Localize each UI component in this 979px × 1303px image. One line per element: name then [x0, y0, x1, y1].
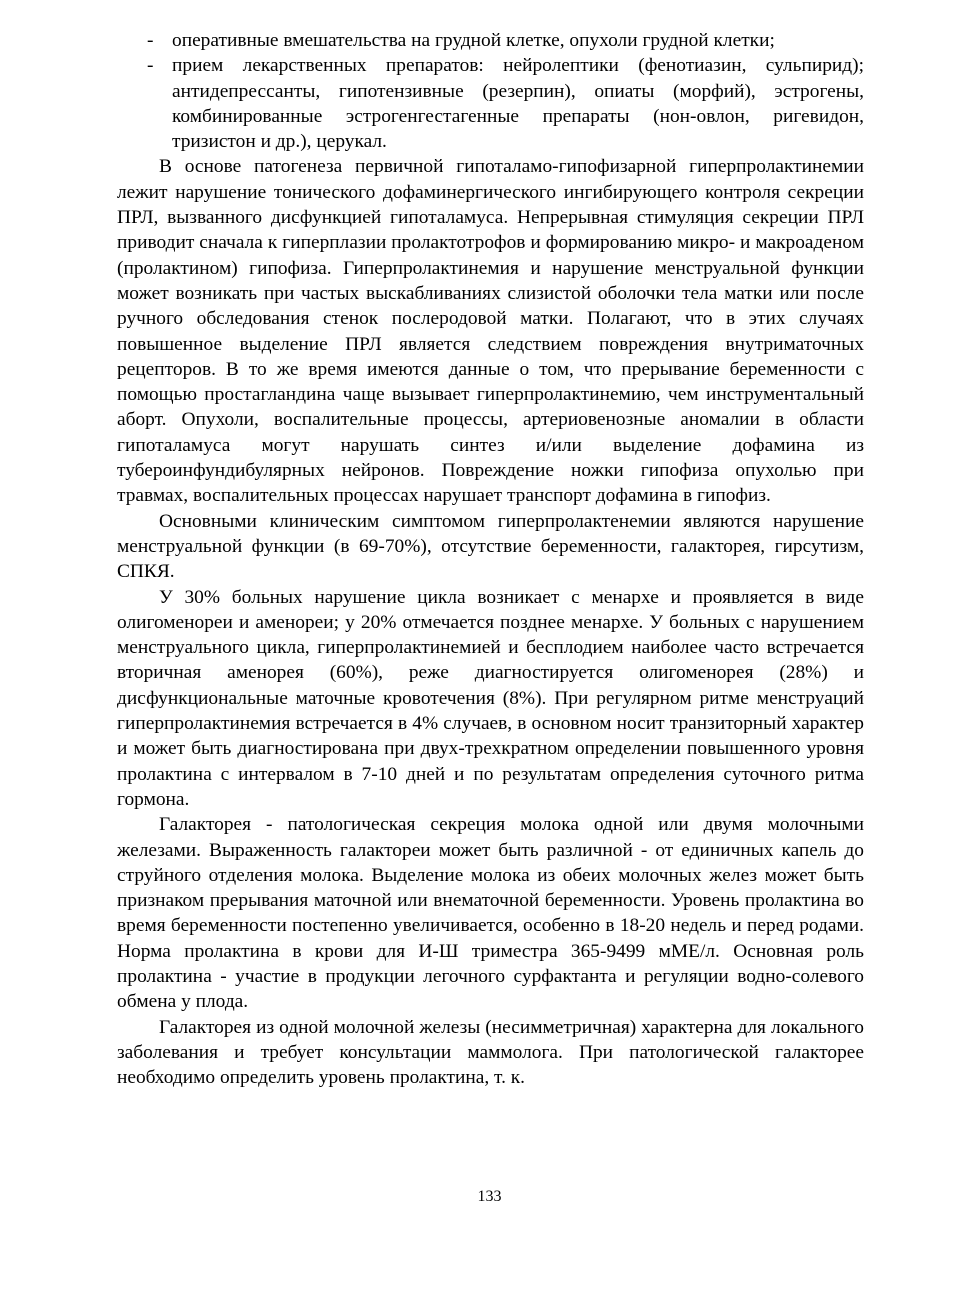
paragraph-galactorrhea: Галакторея - патологическая секреция молока одной или двумя молочными железами. Выраженность галактореи может быть различной - от единичных капель до струйного отделения молока. Выделение молока из обеих молочных желез может быть признаком прерывания маточной или внематочной беременности. Уровень пролактина во время беременности постепенно увеличивается, особенно в 18-20 недель и перед родами. Норма пролактина в крови для И-Ш триместра 365-9499 мМЕ/л. Основная роль пролактина - участие в продукции легочного сурфактанта и регуляции водно-солевого обмена у плода.: [117, 814, 864, 1013]
bullet-list: [117, 28, 864, 154]
bullet-item: [117, 28, 864, 53]
paragraph-cycle-disorders: У 30% больных нарушение цикла возникает с менархе и проявляется в виде олигоменореи и аменореи; у 20% отмечается позднее менархе. У больных с нарушением менструального цикла, гиперпролактинемией и бесплодием наиболее часто встречается вторичная аменорея (60%), реже диагностируется олигоменорея (28%) и дисфункциональные маточные кровотечения (8%). При регулярном ритме менструаций гиперпролактинемия встречается в 4% случаев, в основном носит транзиторный характер и может быть диагностирована при двух-трехкратном определении повышенного уровня пролактина с интервалом в 7-10 дней и по результатам определения суточного ритма гормона.: [117, 586, 864, 810]
bullet-dash: -: [147, 55, 154, 77]
bullet-dash: -: [147, 30, 154, 51]
bullet-text: оперативные вмешательства на грудной клетке, опухоли грудной клетки;: [172, 30, 775, 51]
bullet-item: [117, 53, 864, 154]
document-page: [117, 28, 864, 1090]
paragraph-unilateral-galactorrhea: Галакторея из одной молочной железы (несимметричная) характерна для локального заболевания и требует консультации маммолога. При патологической галакторее необходимо определить уровень пролактина, т. к.: [117, 1016, 864, 1089]
paragraph-pathogenesis: В основе патогенеза первичной гипоталамо-гипофизарной гиперпролактинемии лежит нарушение тонического дофаминергического ингибирующего контроля секреции ПРЛ, вызванного дисфункцией гипоталамуса. Непрерывная стимуляция секреции ПРЛ приводит сначала к гиперплазии пролактотрофов и формированию микро- и макроаденом (пролактином) гипофиза. Гиперпролактинемия и нарушение менструальной функции может возникать при частых выскабливаниях слизистой оболочки тела матки или после ручного обследования стенок послеродовой матки. Полагают, что в этих случаях повышенное выделение ПРЛ является следствием повреждения внутриматочных рецепторов. В то же время имеются данные о том, что прерывание беременности с помощью простагландина чаще вызывает гиперпролактинемию, чем инструментальный аборт. Опухоли, воспалительные процессы, артериовенозные аномалии в области гипоталамуса могут нарушать синтез и/или выделение дофамина из тубероинфундибулярных нейронов. Повреждение ножки гипофиза опухолью при травмах, воспалительных процессах нарушает транспорт дофамина в гипофиз.: [117, 156, 864, 507]
paragraph-symptoms: Основными клиническим симптомом гиперпролактенемии являются нарушение менструальной функции (в 69-70%), отсутствие беременности, галакторея, гирсутизм, СПКЯ.: [117, 510, 864, 583]
page-number: 133: [477, 1188, 502, 1205]
bullet-text: прием лекарственных препаратов: нейролептики (фенотиазин, сульпирид); антидепрессанты, гипотензивные (резерпин), опиаты (морфий), эстрогены, комбинированные эстрогенгестагенные препараты (нон-овлон, ригевидон, тризистон и др.), церукал.: [172, 55, 864, 153]
